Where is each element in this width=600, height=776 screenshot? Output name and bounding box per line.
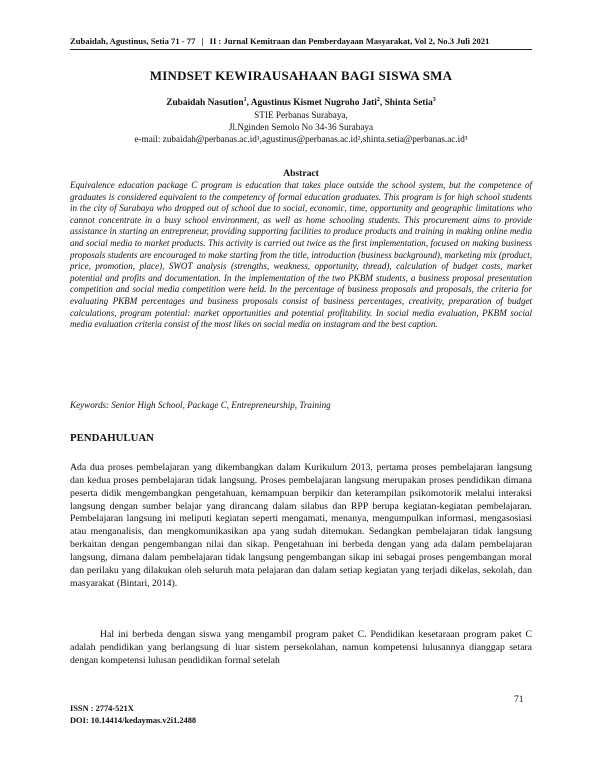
doi: DOI: 10.14414/kedaymas.v2i1.2488 [70, 716, 197, 725]
header-left: Zubaidah, Agustinus, Setia 71 - 77 [70, 36, 196, 46]
paper-title: MINDSET KEWIRAUSAHAAN BAGI SISWA SMA [149, 68, 453, 83]
author-separator: , [379, 98, 385, 109]
author-affil-mark: 2 [376, 97, 380, 103]
header-separator: | [201, 36, 204, 46]
author-name: Shinta Setia [384, 98, 433, 109]
abstract-text: Equivalence education package C program is education that takes place outside the school system, but the competence of graduates is considered equivalent to the competency of formal education graduates. This program is for high school students in the city of Surabaya who dropped out of school due to social, economic, time, opportunity and geographic limitations who cannot concentrate in a busy school environment, as well as home schooling students. This procurement aims to provide assistance in starting an entrepreneur, providing supporting facilities to produce products and training in making online media and social media to market products. This activity is carried out twice as the first implementation, focused on making business proposals students are encouraged to make starting from the title, introduction (business background), marketing mix (product, price, promotion, place), SWOT analysis (strengths, weakness, opportunity, thread), calculation of budget costs, market potential and profits and documentation. In the implementation of the two PKBM students, a business proposal presentation competition and social media competition were held. In the percentage of business proposals and proposals, the criteria for evaluating PKBM percentages and business proposals consist of business percentages, creativity, preparation of budget calculations, program potential: market opportunities and potential profitability. In social media evaluation, PKBM social media evaluation criteria consist of the most likes on social media on instagram and the best caption. [70, 180, 532, 330]
author-affil-mark: 1 [243, 97, 247, 103]
page-number: 71 [514, 694, 524, 705]
author-list [70, 97, 532, 108]
affiliation-email: e-mail: zubaidah@perbanas.ac.id¹,agustinus@perbanas.ac.id²,shinta.setia@perbanas.ac.id³ [134, 134, 468, 144]
issn: ISSN : 2774-521X [70, 704, 134, 713]
author-name: Zubaidah Nasution [166, 98, 244, 109]
abstract-heading: Abstract [283, 168, 319, 179]
author-affil-mark: 3 [432, 97, 436, 103]
running-header [70, 36, 532, 46]
body-paragraph: Ada dua proses pembelajaran yang dikembangkan dalam Kurikulum 2013, pertama proses pembelajaran langsung dan kedua proses pembelajaran tidak langsung. Proses pembelajaran langsung merupakan proses pendidikan dimana peserta didik mengembangkan pengetahuan, kemampuan berpikir dan keterampilan psikomotorik melalui interaksi langsung dengan sumber belajar yang dirancang dalam silabus dan RPP berupa kegiatan-kegiatan pembelajaran. Pembelajaran langsung ini meliputi kegiatan seperti mengamati, menanya, mengumpulkan informasi, mengasosiasi atau menganalisis, dan mengkomunikasikan apa yang sudah ditemukan. Sedangkan pembelajaran tidak langsung berkaitan dengan pengembangan nilai dan sikap. Pengetahuan ini berbeda dengan yang ada dalam pembelajaran langsung, dimana dalam pembelajaran tidak langsung pengembangan sikap ini sebagai proses pengembangan moral dan perilaku yang dilakukan oleh seluruh mata pelajaran dan dalam setiap kegiatan yang terjadi dikelas, sekolah, dan masyarakat (Bintari, 2014). [70, 462, 532, 589]
author-separator: , [246, 98, 251, 109]
affiliation-address: Jl.Nginden Semolo No 34-36 Surabaya [228, 122, 374, 132]
header-rule [70, 49, 532, 50]
author-name: Agustinus Kismet Nugroho Jati [250, 98, 377, 109]
affiliation-institution: STIE Perbanas Surabaya, [254, 110, 348, 120]
header-right: II : Jurnal Kemitraan dan Pemberdayaan Masyarakat, Vol 2, No.3 Juli 2021 [209, 36, 490, 46]
body-paragraph: Hal ini berbeda dengan siswa yang mengambil program paket C. Pendidikan kesetaraan program paket C adalah pendidikan yang berlangsung di luar sistem persekolahan, namun kompetensi lulusannya dianggap setara dengan kompetensi lulusan pendidikan formal setelah [70, 629, 532, 666]
section-heading: PENDAHULUAN [70, 432, 154, 444]
keywords: Keywords: Senior High School, Package C, Entrepreneurship, Training [70, 400, 331, 410]
